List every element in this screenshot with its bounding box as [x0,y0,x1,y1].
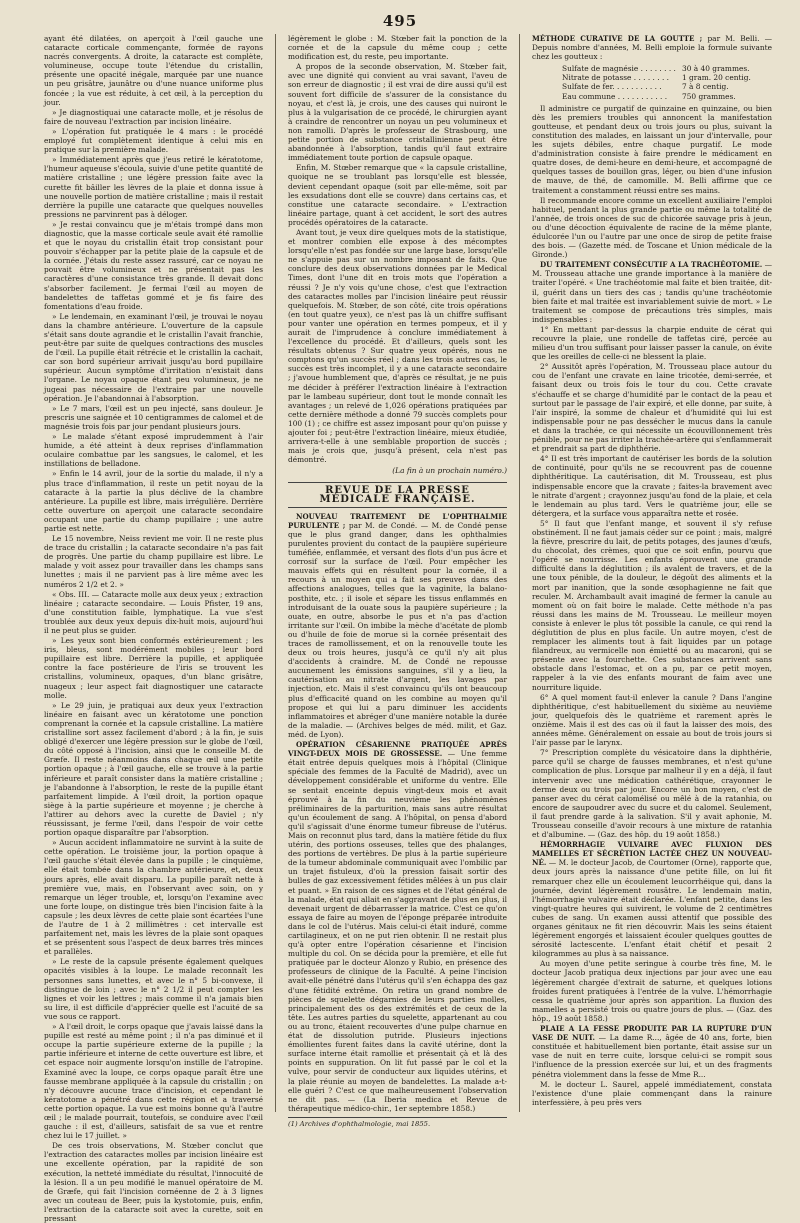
paragraph: Enfin, M. Stœber remarque que « la capsule cristalline, quoique ne se troublant pas lorsqu'elle est blessée, devient cependant opaque (soit par elle-même, soit par les exsudations dont elle se couvre) dans certains cas, et constitue une cataracte secondaire. » L'extraction linéaire partage, quant à cet accident, le sort des autres procédés opératoires de la cataracte. [288,163,507,227]
article-goutte [532,34,772,61]
paragraph: 5° Il faut que l'enfant mange, et souvent il s'y refuse obstinément. Il ne faut jamais céder sur ce point ; mais, malgré la fièvre, prescrire du lait, de petits potages, des jaunes d'œufs, du chocolat, des crèmes, quoi que ce soit enfin, pourvu que l'opéré se nourrisse. Les enfants éprouvent une grande difficulté dans la déglutition ; ils avalent de travers, et de la une toux pénible, de la douleur, le dégoût des aliments et la mort par inanition, que la sonde œsophagienne ne fait que reculer. M. Archambault avait imaginé de fermer la canule au moment où on fait boire le malade. Cette méthode n'a pas réussi dans les mains de M. Trousseau. Le meilleur moyen consiste à enlever le plus tôt possible la canule, ce qui rend la déglutition de plus en plus facile. Un autre moyen, c'est de remplacer les aliments tout à fait liquides par un potage filandreux, au vermicelle non émietté ou au macaroni, qui se présente avec la fourchette. Ces substances arrivent sans obstacle dans l'estomac, et on a pu, par ce petit moyen, rappeler à la vie des enfants mourant de faim avec une nourriture liquide. [532,518,772,692]
article-title: PLAIE A LA FESSE PRODUITE PAR LA RUPTURE D'UN VASE DE NUIT. [532,1024,772,1043]
paragraph: Le 15 novembre, Neiss revient me voir. Il ne reste plus de trace du cristallin ; la cataracte secondaire n'a pas fait de progrès. Une partie du champ pupillaire est libre. Le malade y voit assez pour travailler dans les champs sans lunettes ; mais il ne parvient pas à lire même avec les numéros 2 1/2 et 2. » [44,534,263,589]
page-number: 495 [382,12,418,30]
article-body: — Une femme était entrée depuis quelques mois à l'hôpital (Clinique spéciale des femmes de la Faculté de Madrid), avec un développement considérable et uniforme du ventre. Elle se sentait enceinte depuis vingt-deux mois et avait éprouvé à la fin du neuvième les phénomènes préliminaires de la parturition, mais sans autre résultat qu'un écoulement de sang. A l'hôpital, on pensa d'abord qu'il s'agissait d'une énorme tumeur fibreuse de l'utérus. Mais on reconnut plus tard, dans la matière fétide du flux utérin, des portions osseuses, telles que des phalanges, des portions de vertèbres. De plus à la partie supérieure de la tumeur abdominale communiquait avec l'ombilic par un trajet fistuleux, d'où la pression faisait sortir des bulles de gaz excessivement fétides mêlées à un pus clair et puant. » En raison de ces signes et de l'état général de la malade, état qui allait en s'aggravant de plus en plus, il devenait urgent de débarrasser la matrice. C'est ce qu'on essaya de faire au moyen de l'éponge préparée introduite dans le col de l'utérus. Mais celui-ci était induré, comme cartilagineux, et on ne put rien obtenir. Il ne restait plus qu'à opter entre l'opération césarienne et l'incision multiple du col. On se décida pour la première, et elle fut pratiquée par le docteur Alonzo y Rubio, en présence des professeurs de clinique de la Faculté. A peine l'incision avait-elle pénétré dans l'utérus qu'il s'en échappa des gaz d'une fétidité extrême. On retira un grand nombre de pièces de squelette dégarnies de leurs parties molles, principalement des os des extrémités et de ceux de la tête. Les autres parties du squelette, appartenant au cou ou au tronc, étaient recouvertes d'une pulpe charnue en état de dissolution putride. Plusieurs injections émollientes furent faites dans la cavité utérine, dont la surface interne était ramollie et présentait çà et là des points en suppuration. On lit fut passé par le col et la vulve, pour servir de conducteur aux liquides utérins, et la plaie réunie au moyen de bandelettes. La malade a-t-elle guéri ? C'est ce que malheureusement l'observation ne dit pas. — (La Iberia medica et Revue de thérapeutique médico-chir., 1er septembre 1858.) [288,749,507,1113]
left-column [44,34,263,1223]
paragraph: M. le docteur L. Saurel, appelé immédiatement, constata l'existence d'une plaie commençant dans la rainure interfessière, à peu près vers [532,1079,772,1107]
formula-table [562,64,772,100]
paragraph: » Le 7 mars, l'œil est un peu injecté, sans douleur. Je prescris une saignée et 10 centigrammes de calomel et de magnésie trois fois par jour pendant plusieurs jours. [44,403,263,431]
middle-articles [288,512,507,1113]
article-title: HÉMORRHAGIE VULVAIRE AVEC FLUXION DES MAMELLES ET SÉCRÉTION LACTÉE CHEZ UN NOUVEAU-NÉ. [532,840,772,868]
paragraph: » Je restai convaincu que je m'étais trompé dans mon diagnostic, que la masse corticale seule avait été ramollie et que le noyau du cristallin était trop consistant pour pouvoir s'échapper par la petite plaie de la capsule et de la cornée. J'étais du reste assez rassuré, car ce noyau ne pouvait être volumineux et ne présentait pas les caractères d'une consistance très grande. Il devait donc s'absorber facilement. Je fermai l'œil au moyen de bandelettes de taffetas gommé et je fis faire des fomentations d'eau froide. [44,219,263,311]
middle-column [288,34,507,1128]
text-columns [44,34,773,1223]
article-body: — M. le docteur Jacob, de Courtomer (Orne), rapporte que, deux jours après la naissance d'une petite fille, on lui fit remarquer chez elle un écoulement leucorrhéique qui, dans la journée, devint légèrement rousâtre. Le lendemain matin, l'hémorrhagie vulvaire était déclarée. L'enfant petite, dans les vingt-quatre heures qui suivirent, le volume de 2 centimètres cubes de sang. Un examen aussi attentif que possible des organes génitaux ne fit rien découvrir. Mais les seins étaient légèrement engorgés et laissaient écouler quelques gouttes de sérosité lactescente. L'enfant était chétif et pesait 2 kilogrammes au plus à sa naissance. [532,858,772,959]
paragraph: » Immédiatement après que j'eus retiré le kératotome, l'humeur aqueuse s'écoula, suivie d'une petite quantité de matière cristalline ; une légère pression faite avec la curette fit bâiller les lèvres de la plaie et donna issue à une nouvelle portion de matière cristalline ; mais il restait derrière la pupille une cataracte que quelques nouvelles pressions ne parvinrent pas à déloger. [44,155,263,219]
article-title: OPÉRATION CÉSARIENNE PRATIQUÉE APRÈS VINGT-DEUX MOIS DE GROSSESSE. [288,740,507,759]
formula-row [562,82,772,91]
article [532,260,772,324]
column-divider [275,34,276,1112]
formula-row [562,92,772,101]
paragraph: » Le malade s'étant exposé imprudemment à l'air humide, a été atteint à deux reprises d'inflammation oculaire combattue par les sangsues, le calomel, et les instillations de belladone. [44,432,263,469]
paragraph: » Le 29 juin, je pratiquai aux deux yeux l'extraction linéaire en faisant avec un kératotome une ponction comprenant la cornée et la capsule cristalline. La matière cristalline sort assez facilement d'abord ; à la fin, je suis obligé d'exercer une légère pression sur le globe de l'œil, du côté opposé à l'incision, ainsi que le conseille M. de Græfe. Il reste néanmoins dans chaque œil une petite portion opaque ; à l'œil gauche, elle se trouve à la partie inférieure et paraît consister dans la matière cristalline ; je l'abandonne à l'absorption, le reste de la pupille étant parfaitement limpide. A l'œil droit, la portion opaque siège à la partie supérieure et moyenne ; je cherche à l'attirer au dehors avec la curette de Daviel ; n'y réussissant, je ferme l'œil, dans l'espoir de voir cette portion opaque disparaître par l'absorption. [44,700,263,838]
paragraph: 7° Prescription complète du vésicatoire dans la diphthérie, parce qu'il se charge de fausses membranes, et n'est qu'une complication de plus. Lorsque par malheur il y en a déjà, il faut intervenir avec une médication cathérétique, crayonner le derme deux ou trois par jour. Encore un bon moyen, c'est de panser avec du cérat calomélisé ou mêlé à de la ratanhia, ou encore de saupoudrer avec du sucre et du calomel. Seulement, il faut prendre garde à la salivation. S'il y avait aphonie, M. Trousseau conseille d'avoir recours à une mixture de ratanhia et d'albumine. — (Gaz. des hôp. du 19 août 1858.) [532,748,772,840]
paragraph: » Aucun accident inflammatoire ne survint à la suite de cette opération. Le troisième jour, la portion opaque à l'œil gauche s'était élevée dans la pupille ; le cinquième, elle était tombée dans la chambre antérieure, et, deux jours après, elle avait disparu. La pupille paraît nette à première vue, mais, en l'observant avec soin, on y remarque un léger trouble, et, lorsqu'on l'examine avec une forte loupe, on distingue très bien l'incision faite à la capsule ; les deux lèvres de cette plaie sont écartées l'une de l'autre de 1 à 2 millimètres : cet intervalle est parfaitement net, mais les lèvres de la plaie sont opaques et se présentent sous l'aspect de deux barres très minces et parallèles. [44,838,263,957]
paragraph: 4° Il est très important de cautériser les bords de la solution de continuité, pour qu'ils ne se recouvrent pas de couenne diphthéritique. La cautérisation, dit M. Trousseau, est plus indispensable encore que la cravate ; faites-la bravement avec le nitrate d'argent ; crayonnez jusqu'au fond de la plaie, et cela le lendemain au plus tard. Vers le quatrième jour, elle se détergera, et la surface vous apparaîtra nette et rosée. [532,454,772,518]
paragraph: 2° Aussitôt après l'opération, M. Trousseau place autour du cou de l'enfant une cravate en laine tricotée, demi-serrée, et faisant deux ou trois fois le tour du cou. Cette cravate s'échauffe et se charge d'humidité par le contact de la peau et surtout par le passage de l'air expiré, et elle donne, par suite, à l'air inspiré, la somme de chaleur et d'humidité qui lui est indispensable pour ne pas dessécher le mucus dans la canule et dans la trachée, ce qui nécessite un écouvillonnement très pénible, pour ne pas irriter la trachée-artère qui s'enflammerait et prendrait sa part de diphthérie. [532,362,772,454]
continuation-note: (La fin à un prochain numéro.) [392,466,507,476]
paragraph: » Je diagnostiquai une cataracte molle, et je résolus de faire de nouveau l'extraction par incision linéaire. [44,107,263,126]
right-articles-b [532,840,772,1107]
article-body: — M. Trousseau attache une grande importance à la manière de traiter l'opéré. « Une trachéotomie mal faite et bien traitée, dit-il, guérit dans un tiers des cas ; tandis qu'une trachéotomie bien faite et mal traitée est invariablement suivie de mort. » Le traitement se compose de précautions très simples, mais indispensables : [532,260,773,324]
column-divider [519,34,520,1112]
ingredient-name: Sulfate de fer. . . . . . . . . . . [562,82,662,92]
paragraph: « Obs. III. — Cataracte molle aux deux yeux ; extraction linéaire ; cataracte secondaire. — Louis Pfister, 19 ans, d'une constitution faible, lymphatique. La vue s'est troublée aux deux yeux depuis dix-huit mois, aujourd'hui il ne peut plus se guider. [44,589,263,635]
article [532,840,772,958]
paragraph: Avant tout, je veux dire quelques mots de la statistique, et montrer combien elle expose à des mécomptes lorsqu'elle n'est pas fondée sur une large base, lorsqu'elle ne s'appuie pas sur un nombre imposant de faits. Que conclure des deux observations données par le Medical Times, dont l'une dit en trois mots que l'opération a réussi ? Je n'y vois qu'une chose, c'est que l'extraction des cataractes molles par l'incision linéaire peut réussir quelquefois. M. Stœber, de son côté, cite trois opérations (en tout quatre yeux), ce n'est pas là un chiffre suffisant pour vanter une opération en termes pompeux, et il y aurait de l'imprudence à conclure immédiatement à l'excellence du procédé. Et d'ailleurs, quels sont les résultats obtenus ? Sur quatre yeux opérés, nous ne comptons qu'un succès réel ; dans les trois autres cas, le succès est très incomplet, il y a une cataracte secondaire ; j'avoue humblement que, d'après ce résultat, je ne puis me décider à préférer l'extraction linéaire à l'extraction par le lambeau supérieur, dont tout le monde connaît les avantages ; un relevé de 1,026 opérations pratiquées par cette dernière méthode a donné 79 succès complets pour 100 (1) ; ce chiffre est assez imposant pour qu'on puisse y ajouter foi ; peut-être l'extraction linéaire, mieux étudiée, arrivera-t-elle à une semblable proportion de succès ; mais je crois que, jusqu'à présent, cela n'est pas démontré. [288,227,507,465]
paragraph: » Le reste de la capsule présente également quelques opacités visibles à la loupe. Le malade reconnaît les personnes sans lunettes, et avec le n° 5 bi-convexe, il distingue de loin ; avec le n° 2 1/2 il peut compter les lignes et voir les lettres ; mais comme il n'a jamais bien su lire, il est difficile d'apprécier quelle est l'acuité de sa vue sous ce rapport. [44,957,263,1021]
article [288,740,507,1113]
paragraph: A propos de la seconde observation, M. Stœber fait, avec une dignité qui convient au vrai savant, l'aveu de son erreur de diagnostic ; il est vrai de dire aussi qu'il est souvent fort difficile de s'assurer de la consistance du noyau, et c'est là, je crois, une des causes qui nuiront le plus à la vulgarisation de ce procédé, le chirurgien ayant à craindre de rencontrer un noyau un peu volumineux et non ramolli. D'après le professeur de Strasbourg, une petite portion de substance cristallinienne peut être abandonnée à l'absorption, tandis qu'il faut extraire immédiatement toute portion de capsule opaque. [288,62,507,163]
paragraph: 6° A quel moment faut-il enlever la canule ? Dans l'angine diphthéritique, c'est habituellement du sixième au neuvième jour, quelquefois dès le quatrième et rarement après le onzième. Mais il est des cas où il faut la laisser des mois, des années même. Généralement on essaie au bout de trois jours si l'air passe par le larynx. [532,692,772,748]
paragraph: » Les yeux sont bien conformés extérieurement ; les iris, bleus, sont modérément mobiles ; leur bord pupillaire est libre. Derrière la pupille, et appliquée contre la face postérieure de l'iris se trouvent les cristallins, volumineux, opaques, d'un blanc grisâtre, nuageux ; leur aspect fait diagnostiquer une cataracte molle. [44,636,263,700]
article-body: — La dame R..., âgée de 40 ans, forte, bien constituée et habituellement bien portante, était assise sur un vase de nuit en terre cuite, lorsque celui-ci se rompit sous l'influence de la pression exercée sur lui, et un des fragments pénétra violemment dans la fesse de Mme R... [532,1033,772,1079]
article [532,1024,772,1079]
section-heading: REVUE DE LA PRESSE MÉDICALE FRANÇAISE. [288,482,507,508]
paragraph: Il administre ce purgatif de quinzaine en quinzaine, ou bien dès les premiers troubles qui annoncent la manifestation goutteuse, et pendant deux ou trois jours ou plus, suivant la constitution des malades, en laissant un jour d'intervalle, pour les sujets débiles, entre chaque purgatif. Le mode d'administration consiste à faire prendre le médicament en quatre doses, de demi-heure en demi-heure, et accompagné de quelques tasses de bouillon gras, léger, ou bien d'une infusion de mauve, de thé, de camomille. M. Belli affirme que ce traitement a constamment réussi entre ses mains. [532,103,772,195]
footnote: (1) Archives d'ophthalmologie, mai 1855. [288,1117,507,1129]
paragraph: » Enfin le 14 avril, jour de la sortie du malade, il n'y a plus trace d'inflammation, il reste un petit noyau de la cataracte à la partie la plus déclive de la chambre antérieure. La pupille est libre, mais irrégulière. Derrière cette ouverture on aperçoit une cataracte secondaire occupant une partie du champ pupillaire ; une autre partie est nette. [44,469,263,533]
article-title: NOUVEAU TRAITEMENT DE L'OPHTHALMIE PURULENTE ; [288,511,507,530]
article-body: par M. de Condé. — M. de Condé pense que le plus grand danger, dans les ophthalmies purulentes provient du contact de la paupière supérieure tuméfiée, enflammée, et versant des flots d'un pus âcre et corrosif sur la surface de l'œil. Pour empêcher les mauvais effets qui en résultent pour la cornée, il a recours à un moyen qui a fait ses preuves dans des affections analogues, telles que la vaginite, la balano-posthite, etc. ; il isole et sépare les tissus enflammés en introduisant de la ouate sous la paupière supérieure ; la ouate, en outre, absorbe le pus et n'a pas d'action irritante sur l'œil. On imbibe la mèche d'acétate de plomb ou d'huile de foie de morue si la cornée présentait des traces de ramollissement, et on la renouvelle toute les deux ou trois heures, jusqu'à ce qu'il n'y ait plus d'accidents à craindre. M. de Condé ne repousse aucunement les émissions sanguines, s'il y a lieu, la cautérisation au nitrate d'argent, les lavages par injection, etc. Mais il s'est convaincu qu'ils ont beaucoup plus d'efficacité quand on les combine au moyen qu'il propose et qui lui a paru diminuer les accidents inflammatoires et abréger d'une manière notable la durée de la maladie. — (Archives belges de méd. milit, et Gaz. méd. de Lyon). [288,520,507,739]
ingredient-name: Nitrate de potasse . . . . . . . . [562,73,669,83]
right-paragraphs-b [532,325,772,839]
formula-row [562,64,772,73]
paragraph: Au moyen d'une petite seringue à courbe très fine, M. le docteur Jacob pratiqua deux injections par jour avec une eau légèrement chargée d'extrait de saturne, et quelques lotions froides furent pratiquées à l'entrée de la vulve. L'hémorrhagie cessa le quatrième jour après son apparition. La fluxion des mamelles a persisté trois ou quatre jours de plus. — (Gaz. des hôp., 19 août 1858.) [532,959,772,1023]
ingredient-quantity: 750 grammes. [682,91,736,101]
paragraph: ayant été dilatées, on aperçoit à l'œil gauche une cataracte corticale commençante, formée de rayons nacrés convergents. A droite, la cataracte est complète, volumineuse, occupe toute l'étendue du cristallin, présente une opacité inégale, marquée par une nuance un peu grisâtre, jaunâtre ou d'une nuance uniforme plus foncée ; la vue est réduite, à cet œil, à la perception du jour. [44,34,263,107]
right-articles [532,260,772,324]
paragraph: 1° En mettant par-dessus la charpie enduite de cérat qui recouvre la plaie, une rondelle de taffetas ciré, percée au milieu d'un trou suffisant pour laisser passer la canule, on évite que les oreilles de celle-ci ne blessent la plaie. [532,324,772,362]
middle-paragraphs [288,34,507,464]
ingredient-quantity: 7 à 8 centig. [682,82,729,92]
paragraph: Il recommande encore comme un excellent auxiliaire l'emploi habituel, pendant la plus grande partie ou même la totalité de l'année, de trois onces de suc de chicorée sauvage pris à jeun, ou d'une décoction équivalente de racine de la même plante, édulcorée l'un ou l'autre par une once de sirop de petite fraise des bois. — (Gazette méd. de Toscane et Union médicale de la Gironde.) [532,195,772,260]
article-intro: par M. Belli. — Depuis nombre d'années, M. Belli emploie la formule suivante chez les goutteux : [532,34,772,62]
article-title: DU TRAITEMENT CONSÉCUTIF A LA TRACHÉOTOMIE. [540,260,763,270]
right-paragraphs-a [532,104,772,260]
ingredient-name: Eau commune . . . . . . . . . . . [562,91,668,101]
right-column [532,34,772,1112]
paragraph: légèrement le globe : M. Stœber fait la ponction de la cornée et de la capsule du même coup ; cette modification est, du reste, peu importante. [288,34,507,62]
ingredient-name: Sulfate de magnésie . . . . . . . . [562,64,676,74]
paragraph: » L'opération fut pratiquée le 4 mars : le procédé employé fut complètement identique à celui mis en pratique sur la première malade. [44,126,263,155]
formula-row [562,73,772,82]
article-title: MÉTHODE CURATIVE DE LA GOUTTE ; [532,34,703,43]
paragraph: » Le lendemain, en examinant l'œil, je trouvai le noyau dans la chambre antérieure. L'ouverture de la capsule s'était sans doute agrandie et le cristallin l'avait franchie, peut-être par suite de quelques contractions des muscles de l'œil. La pupille était rétrécie et le cristallin la cachait, car son bord supérieur arrivait jusqu'au bord pupillaire supérieur. Aucun symptôme d'irritation n'existait dans l'organe. Le noyau opaque étant peu volumineux, je ne jugeai pas nécessaire de l'extraire par une nouvelle opération. Je l'abandonnai à l'absorption. [44,311,263,403]
article [288,512,507,739]
ingredient-quantity: 30 à 40 grammes. [682,64,750,74]
ingredient-quantity: 1 gram. 20 centig. [682,73,751,83]
paragraph: » A l'œil droit, le corps opaque que j'avais laissé dans la pupille est resté au même point ; il n'a pas diminué et il occupe la partie supérieure externe de la pupille ; la partie inférieure et interne de cette ouverture est libre, et cet espace noir augmente lorsqu'on instille de l'atropine. Examiné avec la loupe, ce corps opaque paraît être une fausse membrane appliquée à la capsule du cristallin ; on n'y découvre aucune trace d'incision, et cependant le kératotome a pénétré dans cette région et a traversé cette portion opaque. La vue est moins bonne qu'à l'autre œil ; le malade pourrait, toutefois, se conduire avec l'œil gauche : il est, d'ailleurs, satisfait de sa vue et rentre chez lui le 17 juillet. » [44,1022,263,1141]
paragraph: De ces trois observations, M. Stœber conclut que l'extraction des cataractes molles par incision linéaire est une excellente opération, par la rapidité de son exécution, la netteté immédiate du résultat, l'innocuité de la lésion. Il a un peu modifié le manuel opératoire de M. de Græfe, qui fait l'incision cornéenne de 2 à 3 lignes avec un couteau de Beer, puis la kystotomie, puis, enfin, l'extraction de la cataracte soit avec la curette, soit en pressant [44,1141,263,1223]
